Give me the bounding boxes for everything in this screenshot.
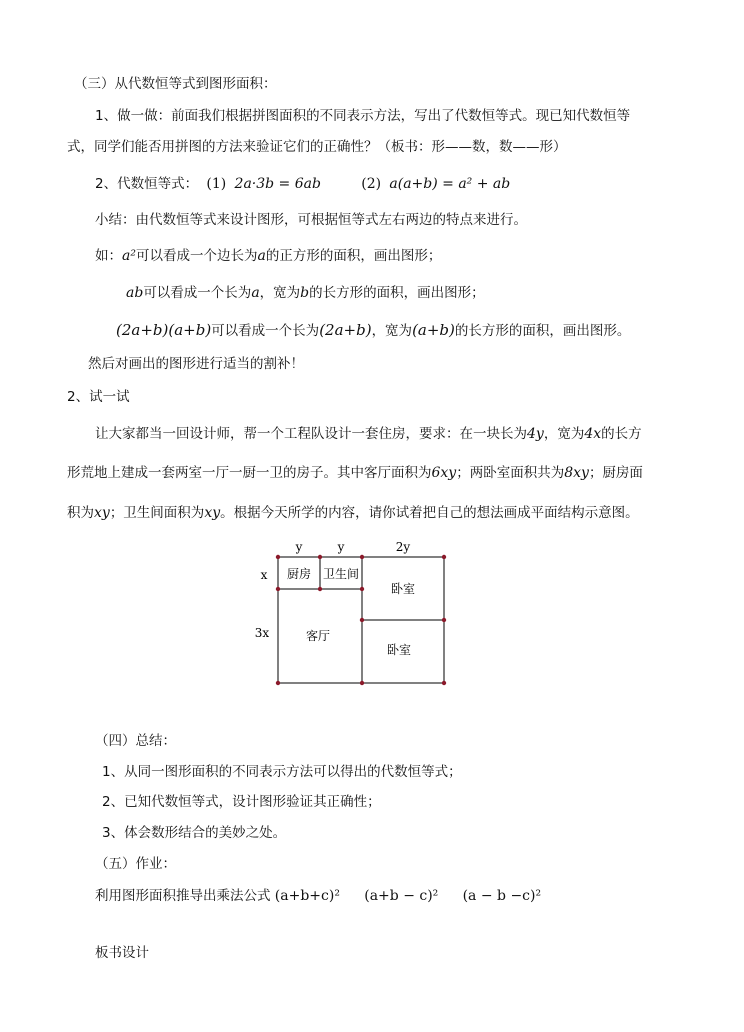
- identity2: a(a+b) = a² + ab: [389, 176, 511, 192]
- top-label-2y: 2y: [395, 540, 411, 554]
- floor-plan-vertices: [276, 555, 446, 685]
- homework-formula-1: (a+b+c)²: [274, 888, 340, 904]
- summary-item-2: 2、已知代数恒等式，设计图形验证其正确性；: [102, 794, 381, 810]
- example3-width: (a+b): [412, 321, 455, 339]
- example3-math: (2a+b)(a+b): [116, 321, 212, 339]
- example2-var2: b: [300, 285, 310, 301]
- section3-para1-line2: 式，同学们能否用拼图的方法来验证它们的正确性？（板书：形——数，数——形）: [67, 139, 567, 155]
- bedroom-area: 8xy: [564, 465, 589, 481]
- try-line2-b: ；两卧室面积共为: [456, 465, 565, 481]
- section3-heading: （三）从代数恒等式到图形面积：: [74, 76, 277, 92]
- vertex: [360, 681, 364, 685]
- summary-item-1: 1、从同一图形面积的不同表示方法可以得出的代数恒等式；: [102, 764, 462, 780]
- living-area: 6xy: [431, 465, 457, 481]
- homework-formula-2: (a+b − c)²: [364, 888, 439, 904]
- example3-line: [116, 318, 630, 343]
- example2-mid2: ，宽为: [259, 285, 301, 301]
- try-length: 4y: [527, 426, 544, 442]
- summary-line: 小结：由代数恒等式来设计图形，可根据恒等式左右两边的特点来进行。: [95, 212, 527, 228]
- try-line3: [67, 503, 639, 523]
- outer-boundary: [278, 557, 444, 683]
- example2-mid: 可以看成一个长为: [143, 285, 252, 301]
- example1-line: [95, 246, 441, 266]
- homework-prefix: 利用图形面积推导出乘法公式: [95, 888, 271, 904]
- room-bedroom-bottom: 卧室: [386, 643, 412, 657]
- closing-line: 然后对画出的图形进行适当的割补！: [88, 356, 304, 372]
- example1-var: a: [257, 248, 266, 264]
- example1-end: 的正方形的面积，画出图形；: [265, 248, 442, 264]
- example3-mid: 可以看成一个长为: [211, 323, 320, 339]
- section4-heading: （四）总结：: [95, 733, 176, 749]
- top-label-y1: y: [295, 540, 303, 554]
- try-line1-a: 让大家都当一回设计师，帮一个工程队设计一套住房，要求：在一块长为: [95, 426, 527, 442]
- kitchen-area: xy: [94, 505, 110, 521]
- vertex: [360, 555, 364, 559]
- try-line2-c: ；厨房面: [588, 465, 643, 481]
- try-line1: [95, 424, 642, 444]
- example3-mid2: ，宽为: [371, 323, 413, 339]
- section3-para1-line1: 1、做一做：前面我们根据拼图面积的不同表示方法，写出了代数恒等式。现已知代数恒等: [95, 108, 631, 124]
- try-line2: [67, 463, 643, 483]
- try-line1-b: ，宽为: [543, 426, 585, 442]
- example3-end: 的长方形的面积，画出图形。: [454, 323, 631, 339]
- summary-item-3: 3、体会数形结合的美妙之处。: [102, 825, 287, 841]
- try-line3-a: 积为: [67, 505, 94, 521]
- example2-math: ab: [126, 285, 144, 301]
- vertex: [276, 587, 280, 591]
- try-line3-c: 。根据今天所学的内容，请你试着把自己的想法画成平面结构示意图。: [220, 505, 639, 521]
- example2-var1: a: [251, 285, 260, 301]
- vertex: [360, 587, 364, 591]
- vertex: [442, 681, 446, 685]
- vertex: [360, 618, 364, 622]
- vertex: [442, 618, 446, 622]
- vertex: [276, 681, 280, 685]
- homework-line: [95, 886, 541, 906]
- example3-length: (2a+b): [319, 321, 372, 339]
- floor-plan-lines: [278, 557, 444, 683]
- identities-label: 2、代数恒等式：: [95, 176, 199, 192]
- left-label-x: x: [260, 568, 268, 582]
- identity1-number: (1): [206, 176, 227, 192]
- room-bathroom: 卫生间: [322, 567, 360, 581]
- try-width: 4x: [584, 426, 602, 442]
- example1-mid: 可以看成一个边长为: [135, 248, 258, 264]
- bathroom-area: xy: [204, 505, 221, 521]
- try-line1-c: 的长方: [601, 426, 642, 442]
- try-heading: 2、试一试: [67, 389, 130, 405]
- left-label-3x: 3x: [254, 626, 270, 640]
- vertex: [318, 555, 322, 559]
- example2-end: 的长方形的面积，画出图形；: [309, 285, 485, 301]
- example2-line: [126, 283, 485, 303]
- homework-formula-3: (a − b −c)²: [462, 888, 542, 904]
- room-kitchen: 厨房: [286, 567, 312, 581]
- room-living: 客厅: [305, 629, 331, 643]
- example1-prefix: 如：: [95, 248, 122, 264]
- try-line3-b: ；卫生间面积为: [109, 505, 205, 521]
- example1-math: a²: [122, 248, 136, 264]
- vertex: [276, 555, 280, 559]
- identity1: 2a·3b = 6ab: [234, 176, 321, 192]
- vertex: [442, 555, 446, 559]
- room-bedroom-top: 卧室: [390, 582, 416, 596]
- vertex: [318, 587, 322, 591]
- identity2-number: (2): [361, 176, 382, 192]
- identities-line: [95, 174, 510, 194]
- section5-heading: （五）作业：: [95, 856, 176, 872]
- try-line2-a: 形荒地上建成一套两室一厅一厨一卫的房子。其中客厅面积为: [67, 465, 432, 481]
- top-label-y2: y: [337, 540, 345, 554]
- board-design-heading: 板书设计: [95, 945, 149, 961]
